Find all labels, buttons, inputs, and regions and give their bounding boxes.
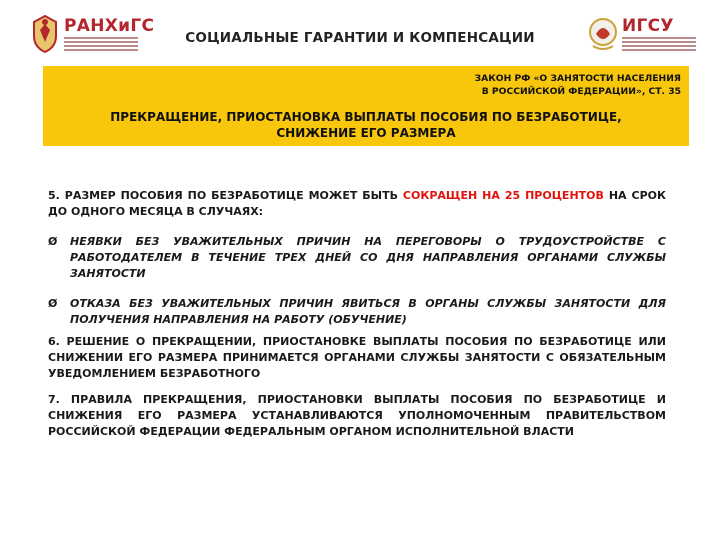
arrow-bullet-icon: Ø <box>48 297 58 310</box>
law-reference <box>475 72 681 98</box>
title-banner <box>43 66 689 146</box>
list-item-text: НЕЯВКИ БЕЗ УВАЖИТЕЛЬНЫХ ПРИЧИН НА ПЕРЕГОВОРЫ О ТРУДОУСТРОЙСТВЕ С РАБОТОДАТЕЛЕМ В ТЕЧЕНИЕ ТРЕХ ДНЕЙ СО ДНЯ НАПРАВЛЕНИЯ ОРГАНАМИ СЛУЖБЫ ЗАНЯТОСТИ <box>70 235 666 280</box>
paragraph-6: 6. РЕШЕНИЕ О ПРЕКРАЩЕНИИ, ПРИОСТАНОВКЕ ВЫПЛАТЫ ПОСОБИЯ ПО БЕЗРАБОТИЦЕ ИЛИ СНИЖЕНИИ ЕГО РАЗМЕРА ПРИНИМАЕТСЯ ОРГАНАМИ СЛУЖБЫ ЗАНЯТОСТИ С ОБЯЗАТЕЛЬНЫМ УВЕДОМЛЕНИЕМ БЕЗРАБОТНОГО <box>48 335 666 380</box>
law-reference-line2: В РОССИЙСКОЙ ФЕДЕРАЦИИ», СТ. 35 <box>481 86 681 97</box>
paragraph-5 <box>48 188 666 220</box>
list-item <box>48 234 666 282</box>
igsu-emblem-icon <box>588 14 618 54</box>
list-item <box>48 296 666 328</box>
slide-heading-line1: ПРЕКРАЩЕНИЕ, ПРИОСТАНОВКА ВЫПЛАТЫ ПОСОБИЯ ПО БЕЗРАБОТИЦЕ, <box>110 110 622 124</box>
page-title: СОЦИАЛЬНЫЕ ГАРАНТИИ И КОМПЕНСАЦИИ <box>185 30 535 46</box>
arrow-bullet-icon: Ø <box>48 235 58 248</box>
slide-body <box>48 188 666 440</box>
slide-heading <box>43 109 689 141</box>
paragraph-5-end: НА СРОК ДО ОДНОГО МЕСЯЦА В СЛУЧАЯХ: <box>48 189 666 218</box>
ranepa-logo-subtitle <box>64 37 138 53</box>
igsu-logo-subtitle <box>622 37 696 53</box>
ranepa-crest-icon <box>30 14 60 54</box>
paragraph-7: 7. ПРАВИЛА ПРЕКРАЩЕНИЯ, ПРИОСТАНОВКИ ВЫПЛАТЫ ПОСОБИЯ ПО БЕЗРАБОТИЦЕ И СНИЖЕНИЯ ЕГО РАЗМЕРА УСТАНАВЛИВАЮТСЯ УПОЛНОМОЧЕННЫМ ПРАВИТЕЛЬСТВОМ РОССИЙСКОЙ ФЕДЕРАЦИИ ФЕДЕРАЛЬНЫМ ОРГАНОМ ИСПОЛНИТЕЛЬНОЙ ВЛАСТИ <box>48 393 666 438</box>
ranepa-logo <box>30 14 155 54</box>
ranepa-logo-name: РАНХиГС <box>64 16 155 36</box>
law-reference-line1: ЗАКОН РФ «О ЗАНЯТОСТИ НАСЕЛЕНИЯ <box>474 73 681 84</box>
paragraph-5-highlight: СОКРАЩЕН НА 25 ПРОЦЕНТОВ <box>402 189 604 202</box>
list-item-text: ОТКАЗА БЕЗ УВАЖИТЕЛЬНЫХ ПРИЧИН ЯВИТЬСЯ В ОРГАНЫ СЛУЖБЫ ЗАНЯТОСТИ ДЛЯ ПОЛУЧЕНИЯ НАПРАВЛЕНИЯ НА РАБОТУ (ОБУЧЕНИЕ) <box>70 297 666 326</box>
paragraph-5-start: 5. РАЗМЕР ПОСОБИЯ ПО БЕЗРАБОТИЦЕ МОЖЕТ БЫТЬ <box>48 189 403 202</box>
slide-heading-line2: СНИЖЕНИЕ ЕГО РАЗМЕРА <box>276 126 456 140</box>
igsu-logo <box>588 14 698 54</box>
igsu-logo-name: ИГСУ <box>622 16 674 36</box>
